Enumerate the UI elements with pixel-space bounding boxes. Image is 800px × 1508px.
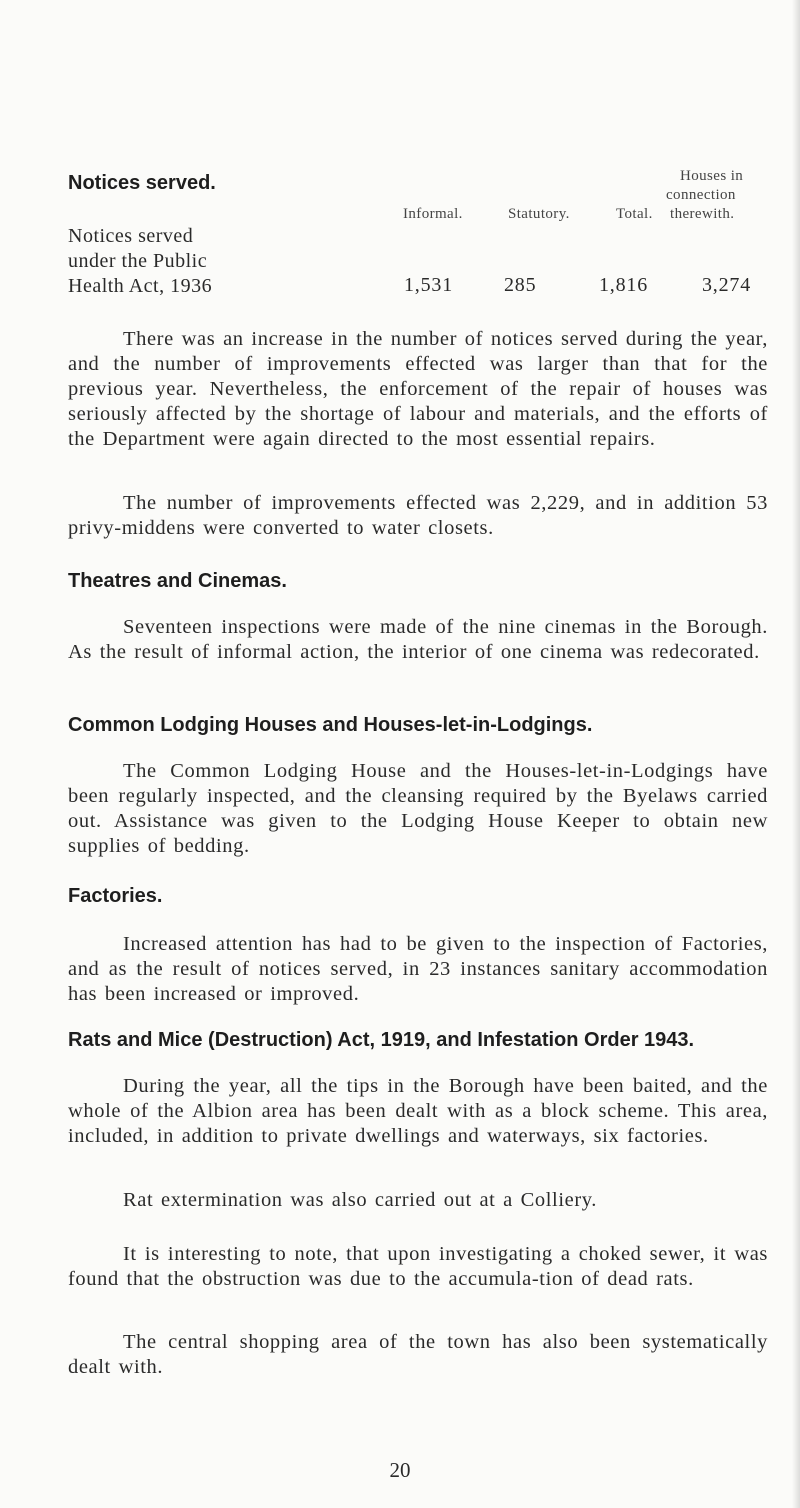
- heading-notices-served: Notices served.: [68, 172, 216, 194]
- col-header-houses-3: therewith.: [670, 206, 735, 222]
- col-header-informal: Informal.: [403, 206, 463, 222]
- row-label-line-2: under the Public: [68, 250, 208, 272]
- paragraph-colliery: Rat extermination was also carried out at a Colliery.: [123, 1189, 597, 1211]
- row-label-line-1: Notices served: [68, 225, 194, 247]
- paragraph-factories: Increased attention has had to be given to the inspection of Factories, and as the result of notices served, in 23 instances sanitary accommodation has been increased or improved.: [68, 933, 768, 1005]
- heading-rats-mice: Rats and Mice (Destruction) Act, 1919, and Infestation Order 1943.: [68, 1029, 695, 1051]
- col-header-statutory: Statutory.: [508, 206, 570, 222]
- value-houses: 3,274: [702, 274, 751, 296]
- paragraph-choked-sewer: It is interesting to note, that upon investigating a choked sewer, it was found that the obstruction was due to the accumula-tion of dead rats.: [68, 1243, 768, 1290]
- heading-theatres-cinemas: Theatres and Cinemas.: [68, 570, 287, 592]
- value-statutory: 285: [504, 274, 537, 296]
- page-number: 20: [389, 1458, 411, 1482]
- value-informal: 1,531: [404, 274, 453, 296]
- paragraph-lodging: The Common Lodging House and the Houses-let-in-Lodgings have been regularly inspected, and the cleansing required by the Byelaws carried out. Assistance was given to the Lodging House Keeper to obtain new supplies of bedding.: [68, 760, 768, 857]
- paragraph-notices-increase: There was an increase in the number of notices served during the year, and the number of improvements effected was larger than that for the previous year. Nevertheless, the enforcement of the repair of houses was seriously affected by the shortage of labour and materials, and the efforts of the Department were again directed to the most essential repairs.: [68, 328, 768, 450]
- paragraph-baiting: During the year, all the tips in the Borough have been baited, and the whole of the Albion area has been dealt with as a block scheme. This area, included, in addition to private dwellings and waterways, six factories.: [68, 1075, 768, 1147]
- heading-factories: Factories.: [68, 885, 163, 907]
- paragraph-improvements: The number of improvements effected was 2,229, and in addition 53 privy-middens were converted to water closets.: [68, 492, 768, 539]
- value-total: 1,816: [599, 274, 648, 296]
- page-edge-shadow: [792, 0, 800, 1508]
- paragraph-cinemas: Seventeen inspections were made of the nine cinemas in the Borough. As the result of informal action, the interior of one cinema was redecorated.: [68, 616, 768, 663]
- col-header-total: Total.: [616, 206, 653, 222]
- col-header-houses-1: Houses in: [680, 168, 744, 184]
- row-label-line-3: Health Act, 1936: [68, 275, 213, 297]
- notices-table: [68, 168, 778, 303]
- heading-lodging-houses: Common Lodging Houses and Houses-let-in-Lodgings.: [68, 714, 593, 736]
- col-header-houses-2: connection: [666, 187, 736, 203]
- paragraph-shopping-area: The central shopping area of the town has also been systematically dealt with.: [68, 1331, 768, 1378]
